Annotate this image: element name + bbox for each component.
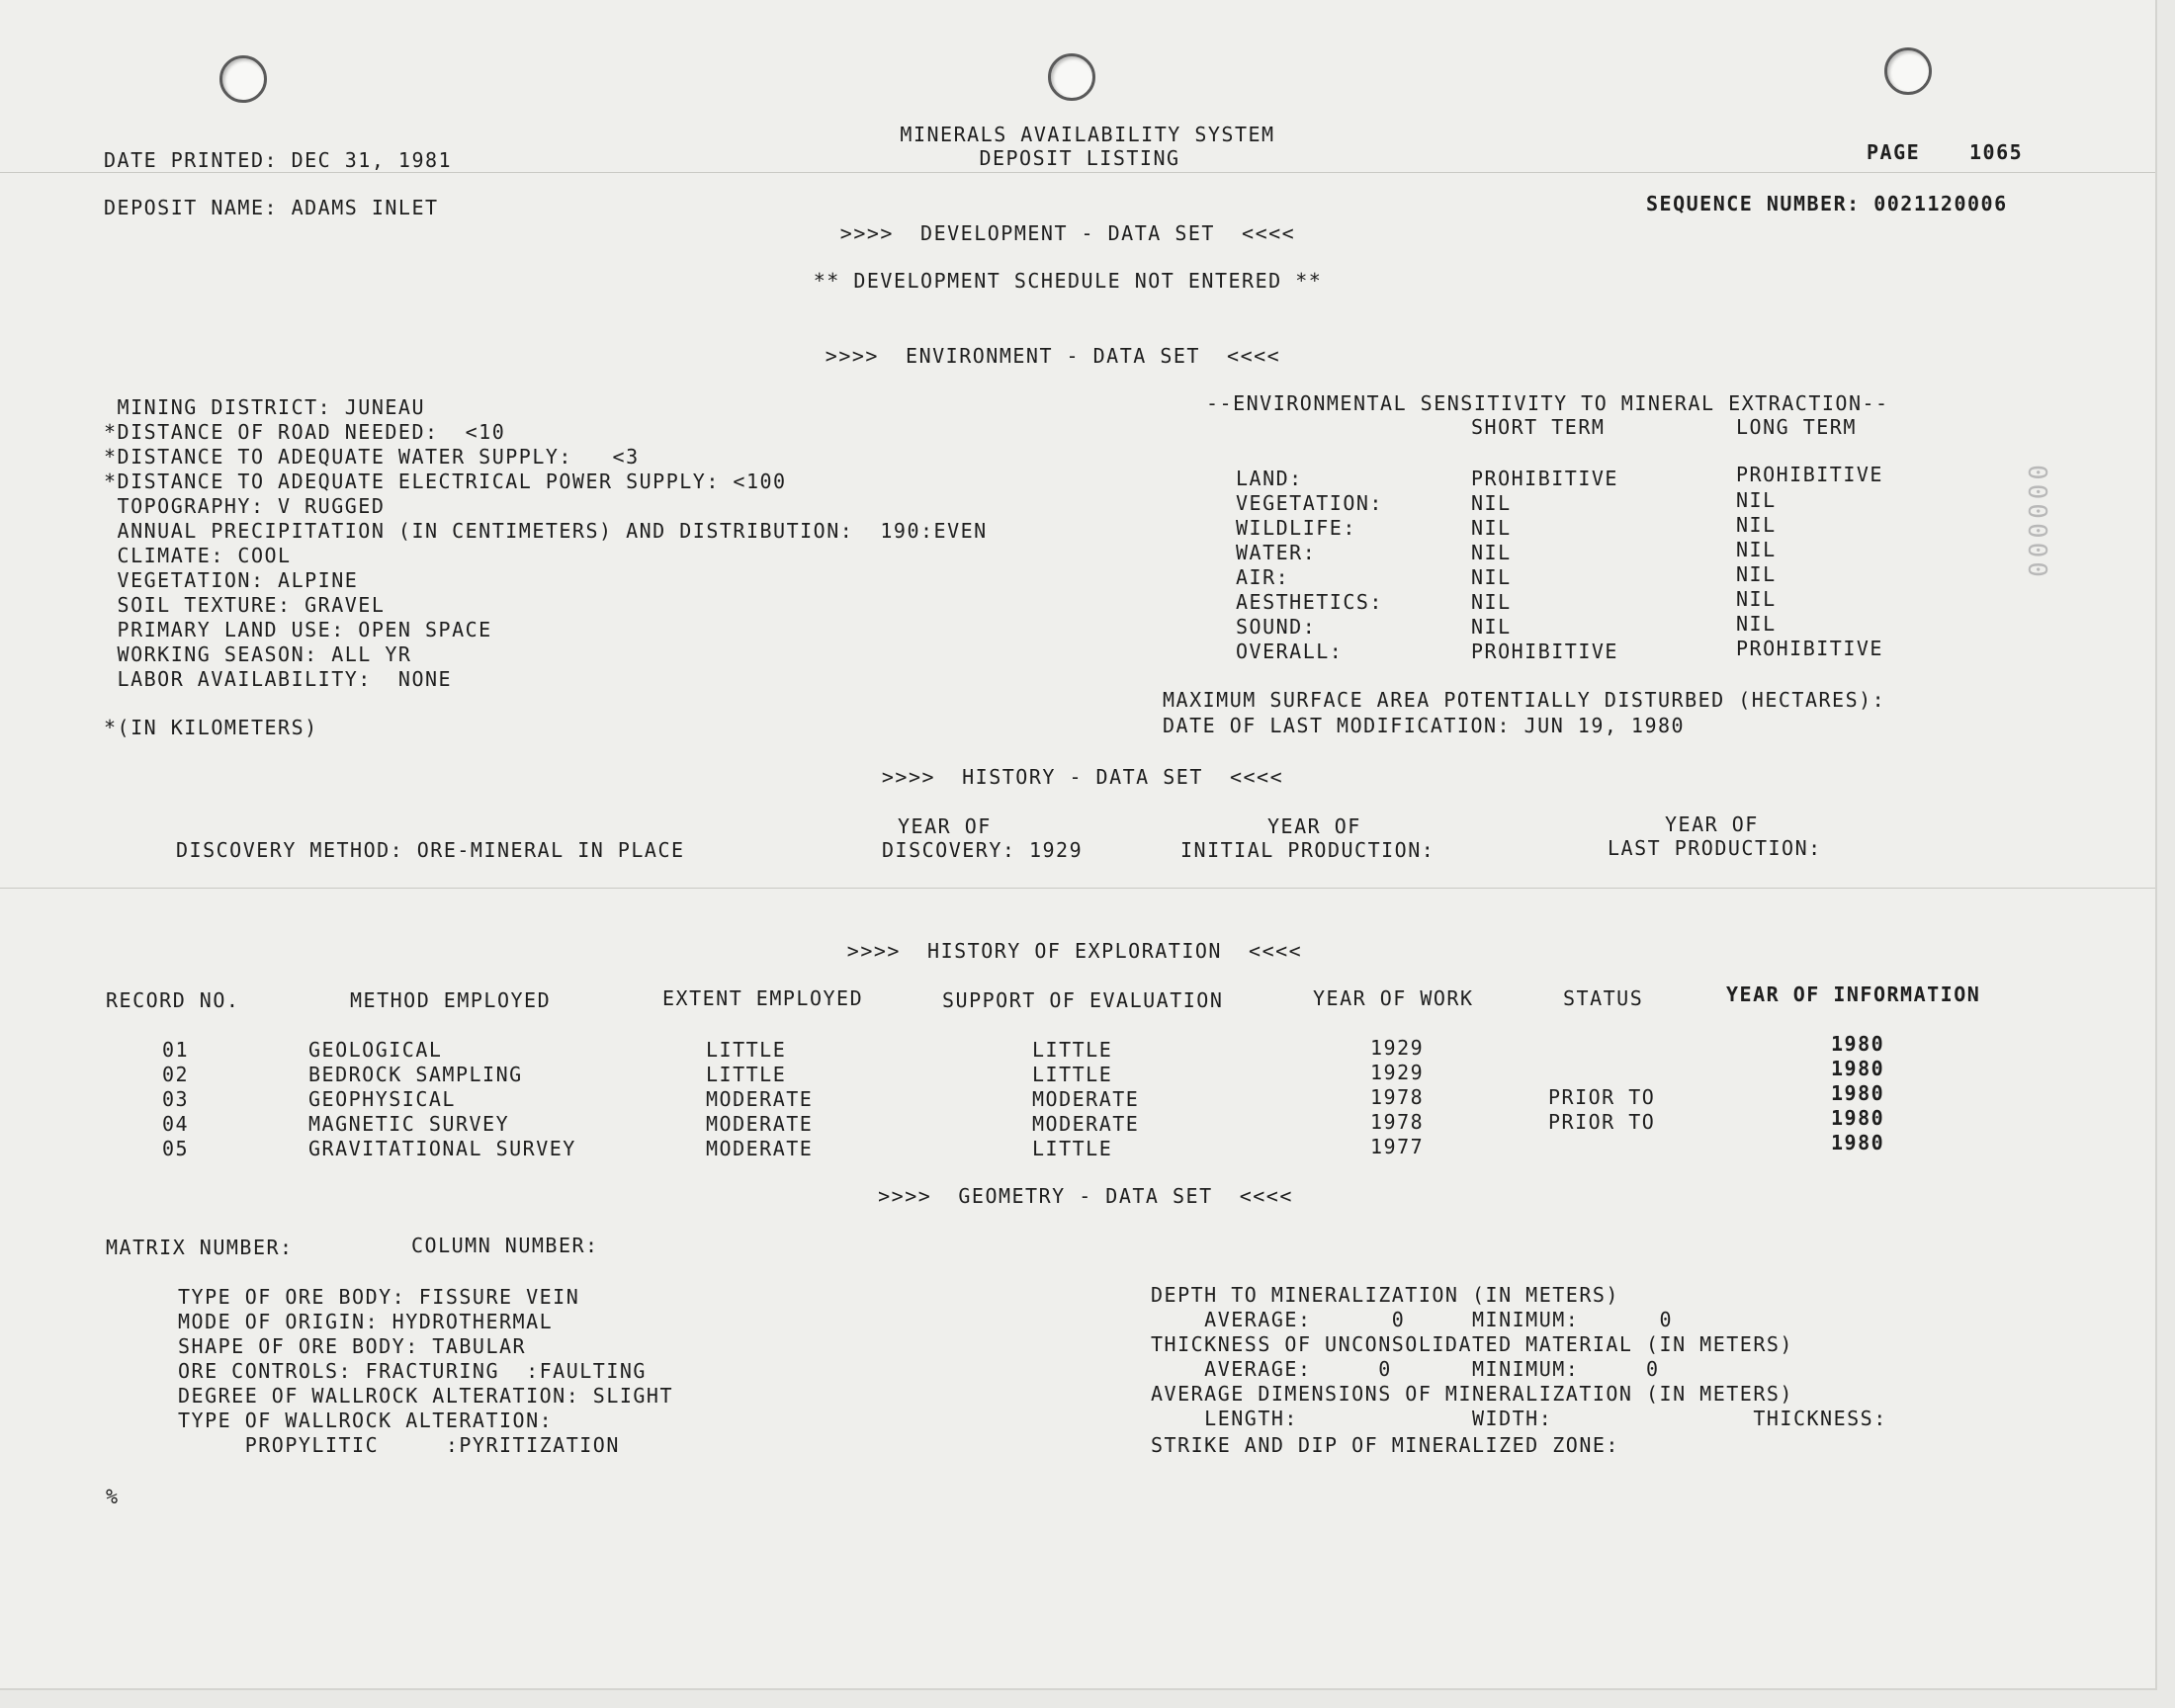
kilometers-footnote: *(IN KILOMETERS) xyxy=(104,716,318,739)
discovery-year: DISCOVERY: 1929 xyxy=(882,838,1084,862)
max-surface-area: MAXIMUM SURFACE AREA POTENTIALLY DISTURBED (HECTARES): xyxy=(1163,688,1886,712)
support-evaluation: LITTLE xyxy=(1032,1063,1113,1086)
sequence-number: SEQUENCE NUMBER: 0021120006 xyxy=(1646,192,2008,215)
geometry-line: TYPE OF ORE BODY: FISSURE VEIN xyxy=(178,1285,580,1309)
record-no: 02 xyxy=(162,1063,190,1086)
support-evaluation: LITTLE xyxy=(1032,1038,1113,1062)
status: PRIOR TO xyxy=(1548,1085,1656,1109)
page-label: PAGE xyxy=(1867,140,1921,164)
col-header-method: METHOD EMPLOYED xyxy=(350,988,552,1012)
exploration-section-title: >>>> HISTORY OF EXPLORATION <<<< xyxy=(846,939,1303,963)
column-number: COLUMN NUMBER: xyxy=(411,1234,599,1257)
fold-line xyxy=(0,172,2155,173)
year-of-work: 1978 xyxy=(1370,1085,1425,1109)
depth-values: AVERAGE: 0 MINIMUM: 0 xyxy=(1151,1308,1674,1331)
col-header-record: RECORD NO. xyxy=(106,988,240,1012)
sensitivity-long: NIL xyxy=(1736,538,1777,561)
env-line: VEGETATION: ALPINE xyxy=(104,568,359,592)
year-of-information: 1980 xyxy=(1831,1057,1885,1080)
year-of-label: YEAR OF xyxy=(1267,814,1361,838)
env-line: *DISTANCE OF ROAD NEEDED: <10 xyxy=(104,420,506,444)
method-employed: MAGNETIC SURVEY xyxy=(308,1112,510,1136)
record-no: 04 xyxy=(162,1112,190,1136)
status: PRIOR TO xyxy=(1548,1110,1656,1134)
year-of-label: YEAR OF xyxy=(1665,812,1759,836)
sensitivity-short: NIL xyxy=(1471,541,1512,564)
col-header-year-work: YEAR OF WORK xyxy=(1313,986,1474,1010)
discovery-method: DISCOVERY METHOD: ORE-MINERAL IN PLACE xyxy=(176,838,685,862)
dimensions-values: LENGTH: WIDTH: THICKNESS: xyxy=(1151,1407,1887,1430)
env-line: PRIMARY LAND USE: OPEN SPACE xyxy=(104,618,492,641)
last-modification: DATE OF LAST MODIFICATION: JUN 19, 1980 xyxy=(1163,714,1686,737)
env-line: SOIL TEXTURE: GRAVEL xyxy=(104,593,386,617)
geometry-line: PROPYLITIC :PYRITIZATION xyxy=(178,1433,620,1457)
year-of-work: 1929 xyxy=(1370,1036,1425,1060)
sensitivity-short: PROHIBITIVE xyxy=(1471,467,1618,490)
thickness-title: THICKNESS OF UNCONSOLIDATED MATERIAL (IN METERS) xyxy=(1151,1332,1793,1356)
env-line: *DISTANCE TO ADEQUATE ELECTRICAL POWER SUPPLY: <100 xyxy=(104,470,787,493)
env-line: MINING DISTRICT: JUNEAU xyxy=(104,395,425,419)
sensitivity-long: PROHIBITIVE xyxy=(1736,463,1883,486)
sensitivity-long: PROHIBITIVE xyxy=(1736,637,1883,660)
record-no: 05 xyxy=(162,1137,190,1160)
strike-dip: STRIKE AND DIP OF MINERALIZED ZONE: xyxy=(1151,1433,1619,1457)
punch-hole-left xyxy=(219,55,267,103)
initial-production: INITIAL PRODUCTION: xyxy=(1180,838,1436,862)
development-note: ** DEVELOPMENT SCHEDULE NOT ENTERED ** xyxy=(813,269,1323,293)
geometry-line: TYPE OF WALLROCK ALTERATION: xyxy=(178,1409,554,1432)
env-line: WORKING SEASON: ALL YR xyxy=(104,642,412,666)
env-line: CLIMATE: COOL xyxy=(104,544,292,567)
extent-employed: MODERATE xyxy=(706,1112,814,1136)
year-of-information: 1980 xyxy=(1831,1081,1885,1105)
env-line: LABOR AVAILABILITY: NONE xyxy=(104,667,453,691)
sensitivity-long: NIL xyxy=(1736,587,1777,611)
method-employed: GEOLOGICAL xyxy=(308,1038,443,1062)
environment-section-title: >>>> ENVIRONMENT - DATA SET <<<< xyxy=(825,344,1281,368)
geometry-section-title: >>>> GEOMETRY - DATA SET <<<< xyxy=(878,1184,1293,1208)
sensitivity-label: OVERALL: xyxy=(1236,640,1344,663)
dimensions-title: AVERAGE DIMENSIONS OF MINERALIZATION (IN METERS) xyxy=(1151,1382,1793,1406)
env-line: ANNUAL PRECIPITATION (IN CENTIMETERS) AND DISTRIBUTION: 190:EVEN xyxy=(104,519,988,543)
geometry-line: DEGREE OF WALLROCK ALTERATION: SLIGHT xyxy=(178,1384,674,1408)
record-no: 01 xyxy=(162,1038,190,1062)
sensitivity-short: PROHIBITIVE xyxy=(1471,640,1618,663)
col-header-year-info: YEAR OF INFORMATION xyxy=(1726,982,1981,1006)
sensitivity-label: AESTHETICS: xyxy=(1236,590,1383,614)
col-header-support: SUPPORT OF EVALUATION xyxy=(942,988,1224,1012)
method-employed: GRAVITATIONAL SURVEY xyxy=(308,1137,576,1160)
sensitivity-short: NIL xyxy=(1471,491,1512,515)
deposit-name: DEPOSIT NAME: ADAMS INLET xyxy=(104,196,439,219)
punch-hole-right xyxy=(1884,47,1932,95)
support-evaluation: MODERATE xyxy=(1032,1087,1140,1111)
long-term-header: LONG TERM xyxy=(1736,415,1857,439)
sensitivity-label: VEGETATION: xyxy=(1236,491,1383,515)
sensitivity-label: WATER: xyxy=(1236,541,1317,564)
fold-line xyxy=(0,888,2155,889)
col-header-status: STATUS xyxy=(1563,986,1644,1010)
col-header-extent: EXTENT EMPLOYED xyxy=(662,986,864,1010)
year-of-work: 1978 xyxy=(1370,1110,1425,1134)
geometry-line: SHAPE OF ORE BODY: TABULAR xyxy=(178,1334,527,1358)
sensitivity-label: WILDLIFE: xyxy=(1236,516,1356,540)
date-printed: DATE PRINTED: DEC 31, 1981 xyxy=(104,148,453,172)
year-of-work: 1977 xyxy=(1370,1135,1425,1158)
year-of-information: 1980 xyxy=(1831,1032,1885,1056)
extent-employed: MODERATE xyxy=(706,1137,814,1160)
env-line: TOPOGRAPHY: V RUGGED xyxy=(104,494,386,518)
page-number: 1065 xyxy=(1969,140,2024,164)
extent-employed: LITTLE xyxy=(706,1038,787,1062)
system-title: MINERALS AVAILABILITY SYSTEM xyxy=(900,123,1275,146)
short-term-header: SHORT TERM xyxy=(1471,415,1606,439)
sensitivity-short: NIL xyxy=(1471,590,1512,614)
sensitivity-long: NIL xyxy=(1736,513,1777,537)
method-employed: BEDROCK SAMPLING xyxy=(308,1063,523,1086)
year-of-information: 1980 xyxy=(1831,1106,1885,1130)
sensitivity-long: NIL xyxy=(1736,612,1777,636)
extent-employed: LITTLE xyxy=(706,1063,787,1086)
punch-hole-center xyxy=(1048,53,1095,101)
sensitivity-label: LAND: xyxy=(1236,467,1303,490)
sensitivity-long: NIL xyxy=(1736,562,1777,586)
depth-title: DEPTH TO MINERALIZATION (IN METERS) xyxy=(1151,1283,1619,1307)
matrix-number: MATRIX NUMBER: xyxy=(106,1236,294,1259)
development-section-title: >>>> DEVELOPMENT - DATA SET <<<< xyxy=(839,221,1296,245)
sensitivity-title: --ENVIRONMENTAL SENSITIVITY TO MINERAL EXTRACTION-- xyxy=(1206,391,1889,415)
geometry-line: MODE OF ORIGIN: HYDROTHERMAL xyxy=(178,1310,554,1333)
history-section-title: >>>> HISTORY - DATA SET <<<< xyxy=(881,765,1284,789)
sensitivity-long: NIL xyxy=(1736,488,1777,512)
geometry-line: ORE CONTROLS: FRACTURING :FAULTING xyxy=(178,1359,647,1383)
sensitivity-short: NIL xyxy=(1471,516,1512,540)
end-mark: % xyxy=(106,1485,120,1508)
sensitivity-short: NIL xyxy=(1471,565,1512,589)
listing-title: DEPOSIT LISTING xyxy=(979,146,1180,170)
support-evaluation: MODERATE xyxy=(1032,1112,1140,1136)
support-evaluation: LITTLE xyxy=(1032,1137,1113,1160)
year-of-label: YEAR OF xyxy=(898,814,992,838)
sensitivity-short: NIL xyxy=(1471,615,1512,639)
extent-employed: MODERATE xyxy=(706,1087,814,1111)
sensitivity-label: AIR: xyxy=(1236,565,1290,589)
method-employed: GEOPHYSICAL xyxy=(308,1087,456,1111)
record-no: 03 xyxy=(162,1087,190,1111)
margin-code: 000000 xyxy=(2022,465,2051,581)
last-production: LAST PRODUCTION: xyxy=(1608,836,1822,860)
thickness-values: AVERAGE: 0 MINIMUM: 0 xyxy=(1151,1357,1660,1381)
sensitivity-label: SOUND: xyxy=(1236,615,1317,639)
year-of-information: 1980 xyxy=(1831,1131,1885,1154)
year-of-work: 1929 xyxy=(1370,1061,1425,1084)
env-line: *DISTANCE TO ADEQUATE WATER SUPPLY: <3 xyxy=(104,445,640,469)
